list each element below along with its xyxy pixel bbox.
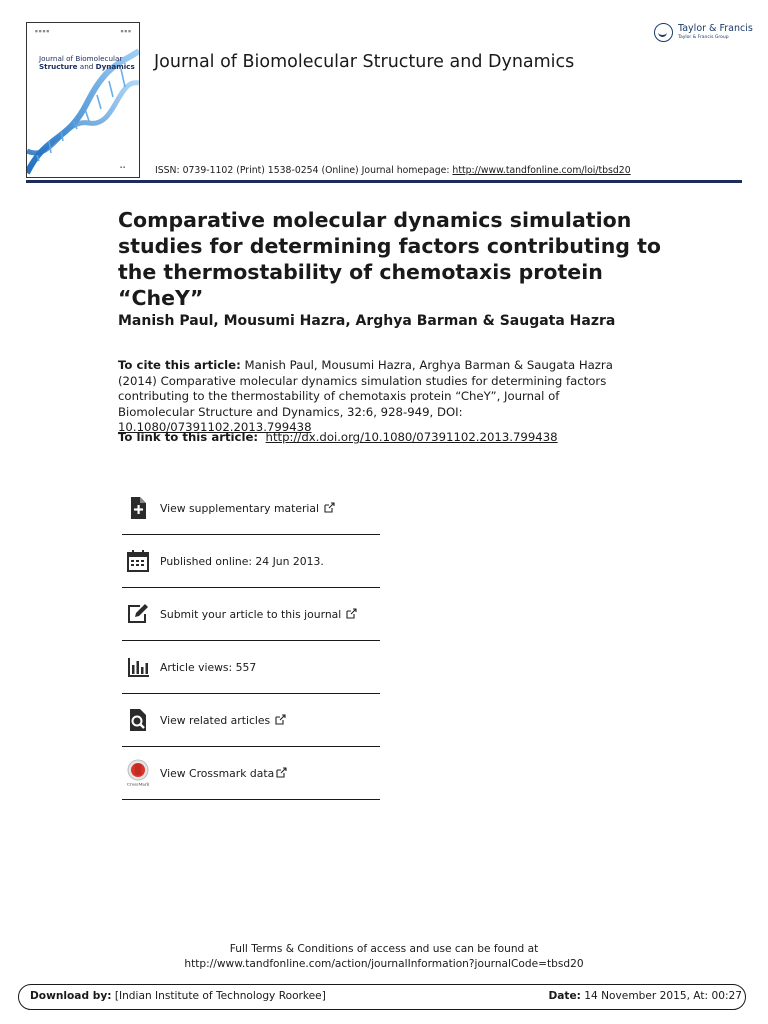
- terms-url[interactable]: http://www.tandfonline.com/action/journalInformation?journalCode=tbsd20: [184, 958, 584, 970]
- cover-issn-text: ■ ■ ■: [120, 29, 131, 33]
- cover-journal-title: [39, 55, 135, 70]
- issn-text: ISSN: 0739-1102 (Print) 1538-0254 (Online) Journal homepage:: [155, 165, 453, 176]
- calendar-icon: [126, 549, 150, 573]
- external-link-icon: [275, 714, 286, 725]
- citation-text: Manish Paul, Mousumi Hazra, Arghya Barman & Saugata Hazra (2014) Comparative molecular dynamics simulation studies for determining factors contributing to the thermostability of chemotaxis protein “CheY”, Journal of Biomolecular Structure and Dynamics, 32:6, 928-949, DOI:: [118, 358, 613, 419]
- submit-article-label[interactable]: Submit your article to this journal: [160, 608, 357, 621]
- submit-article-item[interactable]: [122, 588, 380, 641]
- cover-title-and: and: [77, 61, 96, 71]
- article-views-item: [122, 641, 380, 694]
- publisher-group: Taylor & Francis Group: [678, 35, 729, 40]
- citation-doi-link[interactable]: 10.1080/07391102.2013.799438: [118, 420, 312, 434]
- journal-title: Journal of Biomolecular Structure and Dynamics: [154, 52, 575, 72]
- date-value: 14 November 2015, At: 00:27: [580, 990, 742, 1002]
- article-info-list: [122, 482, 380, 800]
- crossmark-label[interactable]: View Crossmark data: [160, 767, 287, 780]
- related-articles-label[interactable]: View related articles: [160, 714, 286, 727]
- citation-label: To cite this article:: [118, 358, 241, 372]
- article-link-label: To link to this article:: [118, 430, 259, 444]
- download-info: [30, 990, 326, 1002]
- bar-chart-icon: [126, 655, 150, 679]
- journal-homepage-link[interactable]: http://www.tandfonline.com/loi/tbsd20: [452, 165, 631, 176]
- search-document-icon: [126, 708, 150, 732]
- date-label: Date:: [548, 990, 581, 1002]
- external-link-icon: [346, 608, 357, 619]
- header-divider: [26, 180, 742, 183]
- article-doi-url[interactable]: http://dx.doi.org/10.1080/07391102.2013.799438: [265, 430, 558, 444]
- article-link-line: [118, 430, 558, 444]
- cover-title-structure: Structure: [39, 61, 78, 71]
- published-online-item: [122, 535, 380, 588]
- published-online-label: Published online: 24 Jun 2013.: [160, 554, 324, 568]
- related-articles-item[interactable]: [122, 694, 380, 747]
- cover-publisher-mark: ▪ ▪: [119, 165, 125, 169]
- article-title: Comparative molecular dynamics simulation studies for determining factors contributing to the thermostability of chemotaxis protein “CheY”: [118, 208, 661, 310]
- edit-icon: [126, 602, 150, 626]
- publisher-emblem-icon: [654, 23, 673, 42]
- cover-title-dynamics: Dynamics: [95, 61, 135, 71]
- terms-notice: [0, 942, 768, 972]
- crossmark-caption: CrossMark: [126, 781, 150, 787]
- article-authors: Manish Paul, Mousumi Hazra, Arghya Barman & Saugata Hazra: [118, 313, 616, 329]
- external-link-icon: [276, 767, 287, 778]
- download-date: [548, 990, 742, 1002]
- crossmark-item[interactable]: [122, 747, 380, 800]
- cover-title-line1: Journal of Biomolecular: [39, 54, 123, 63]
- journal-cover-image: [26, 22, 140, 178]
- article-views-label: Article views: 557: [160, 660, 257, 674]
- supplementary-material-label[interactable]: View supplementary material: [160, 502, 335, 515]
- download-value: [Indian Institute of Technology Roorkee]: [111, 990, 326, 1002]
- issn-line: [155, 165, 631, 176]
- crossmark-icon: [126, 759, 150, 787]
- dna-helix-graphic: [27, 23, 139, 177]
- document-plus-icon: [126, 496, 150, 520]
- download-label: Download by:: [30, 990, 112, 1002]
- publisher-name: Taylor & Francis: [678, 23, 753, 34]
- terms-line-1: Full Terms & Conditions of access and use can be found at: [229, 943, 539, 955]
- supplementary-material-item[interactable]: [122, 482, 380, 535]
- external-link-icon: [324, 502, 335, 513]
- publisher-logo: [654, 22, 753, 46]
- cover-volume-text: ■ ■ ■ ■: [35, 29, 50, 33]
- citation-block: [118, 358, 638, 436]
